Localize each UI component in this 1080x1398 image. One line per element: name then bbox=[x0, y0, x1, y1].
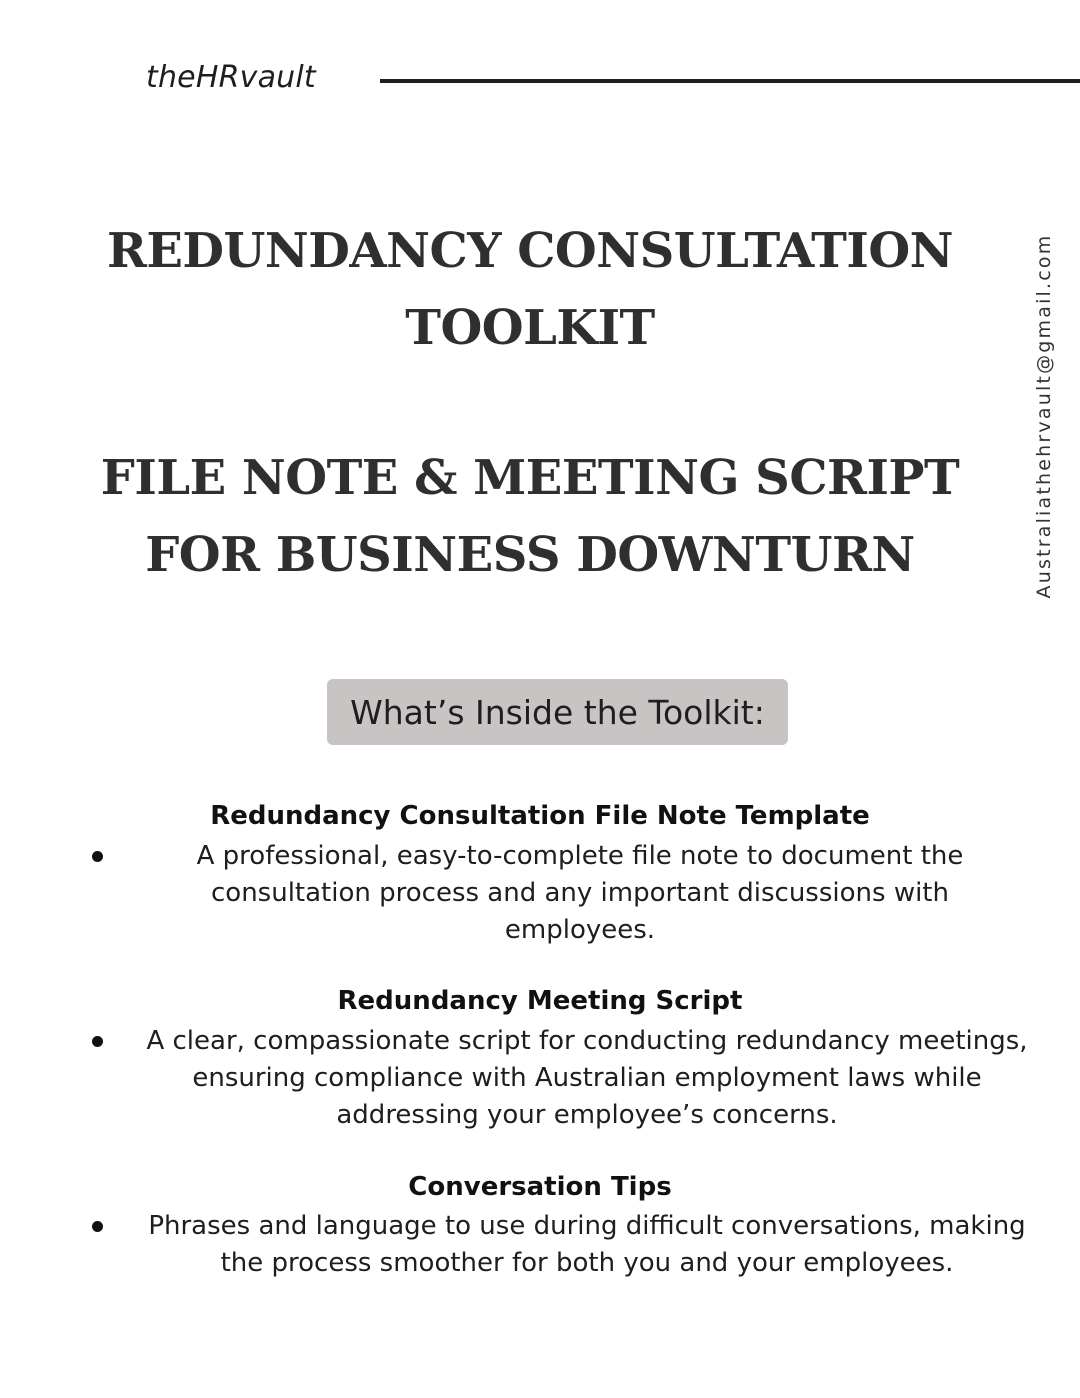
body-line: the process smoother for both you and your employees. bbox=[220, 1248, 954, 1278]
body-line: addressing your employee’s concerns. bbox=[336, 1100, 838, 1130]
document-subtitle bbox=[90, 440, 970, 594]
header-rule bbox=[380, 79, 1080, 83]
bullet-icon bbox=[92, 1036, 103, 1047]
body-line: consultation process and any important discussions with bbox=[211, 878, 949, 908]
body-line: Phrases and language to use during difficult conversations, making bbox=[148, 1211, 1026, 1241]
body-line: A professional, easy-to-complete file note to document the bbox=[196, 841, 964, 871]
subtitle-line-2: FOR BUSINESS DOWNTURN bbox=[145, 527, 915, 583]
section-heading-meeting-script: Redundancy Meeting Script bbox=[337, 986, 743, 1016]
body-line: ensuring compliance with Australian employment laws while bbox=[192, 1063, 982, 1093]
subtitle-line-1: FILE NOTE & MEETING SCRIPT bbox=[100, 450, 960, 506]
section-body-conversation-tips bbox=[112, 1208, 1062, 1282]
contact-email: Australiathehrvault@gmail.com bbox=[1033, 233, 1055, 599]
document-title bbox=[90, 213, 970, 367]
body-line: A clear, compassionate script for conducting redundancy meetings, bbox=[146, 1026, 1028, 1056]
body-line: employees. bbox=[504, 915, 656, 945]
brand-name: theHRvault bbox=[146, 60, 316, 95]
bullet-icon bbox=[92, 851, 103, 862]
section-heading-file-note: Redundancy Consultation File Note Template bbox=[210, 801, 870, 831]
bullet-icon bbox=[92, 1221, 103, 1232]
title-line-1: REDUNDANCY CONSULTATION bbox=[106, 223, 954, 279]
toolkit-contents-label: What’s Inside the Toolkit: bbox=[327, 679, 788, 745]
section-heading-conversation-tips: Conversation Tips bbox=[408, 1172, 672, 1202]
title-line-2: TOOLKIT bbox=[405, 300, 655, 356]
section-body-file-note bbox=[140, 838, 1020, 949]
section-body-meeting-script bbox=[112, 1023, 1062, 1134]
